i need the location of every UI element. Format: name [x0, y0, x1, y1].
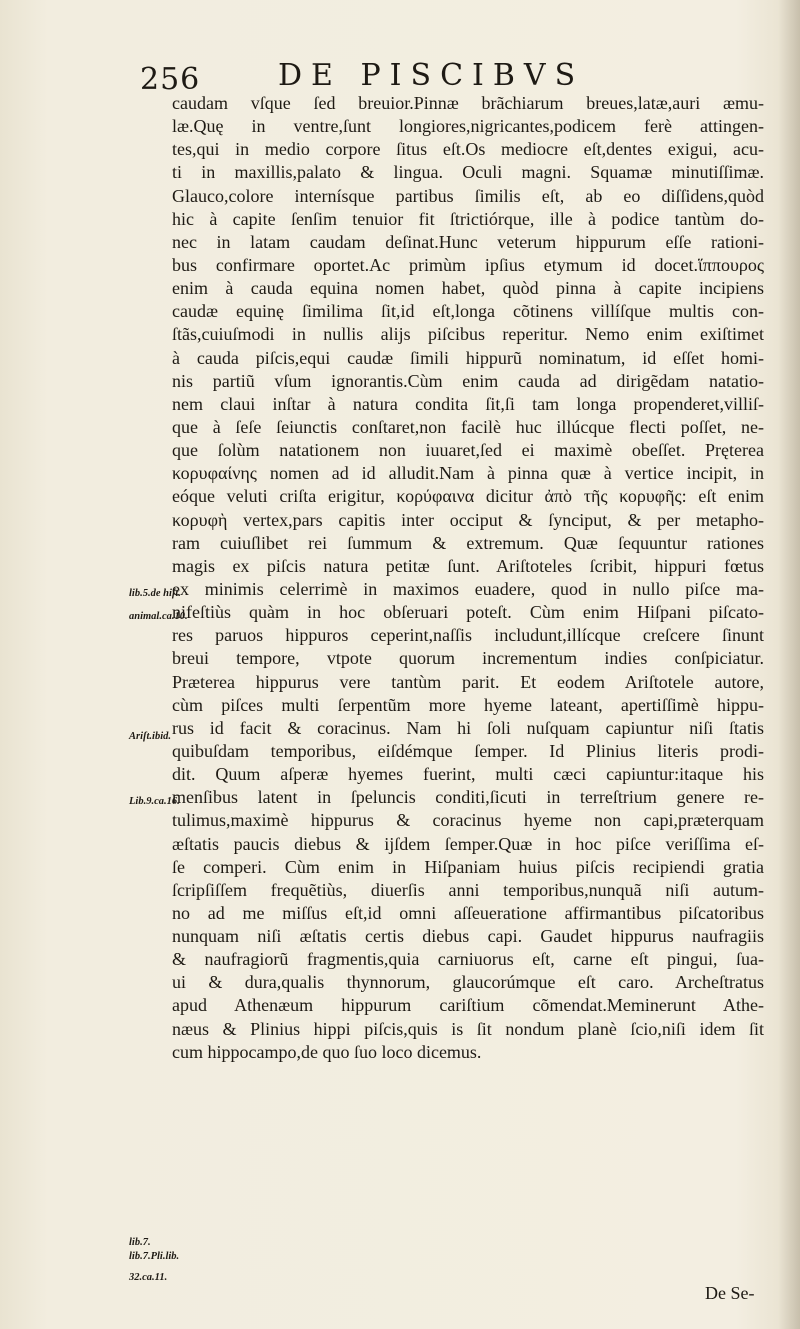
text-line: nem claui inſtar à natura condita ſit,ſi tam longa propenderet,villiſ-	[172, 393, 764, 414]
text-line: no ad me miſſus eſt,id omni aſſeueratione affirmantibus piſcatoribus	[172, 902, 764, 923]
text-line: caudam vſque ſed breuior.Pinnæ brãchiarum breues,latæ,auri æmu-	[172, 93, 764, 113]
margin-note: lib.7.	[129, 1237, 151, 1248]
text-line: enim à cauda equina nomen habet, quòd pinna à capite incipiens	[172, 278, 764, 299]
text-line: ui & dura,qualis thynnorum, glaucorúmque eſt caro. Archeſtratus	[172, 972, 764, 993]
margin-note: animal.ca.10.	[129, 611, 188, 622]
text-line: caudæ equinę ſimilima ſit,id eſt,longa cõtinens villíſque multis con-	[172, 301, 764, 322]
text-line: ſtãs,cuiuſmodi in nullis alijs piſcibus reperitur. Nemo enim exiſtimet	[172, 324, 764, 345]
text-line: quibuſdam temporibus, eiſdémque ſemper. Id Plinius literis prodi-	[172, 740, 764, 761]
text-line: ram cuiuſlibet rei ſummum & extremum. Quæ ſequuntur rationes	[172, 532, 764, 553]
text-line: breui tempore, vtpote quorum incrementum indies conſpiciatur.	[172, 648, 764, 669]
margin-note: 32.ca.11.	[129, 1272, 168, 1283]
text-line: cùm piſces multi ſerpentũm more hyeme lateant, apertiſſimè hippu-	[172, 694, 764, 715]
body-text	[172, 92, 764, 1064]
margin-note: lib.5.de hiſt.	[129, 588, 181, 599]
text-line: tes,qui in medio corpore ſitus eſt.Os mediocre eſt,dentes exigui, acu-	[172, 139, 764, 160]
text-line: ſe comperi. Cùm enim in Hiſpaniam huius piſcis recipiendi gratia	[172, 856, 764, 877]
text-line: Præterea hippurus vere tantùm parit. Et eodem Ariſtotele autore,	[172, 671, 764, 692]
text-line: nifeſtiùs quàm in hoc obſeruari poteſt. Cùm enim Hiſpani piſcato-	[172, 602, 764, 623]
text-line: dit. Quum aſperæ hyemes fuerint, multi cæci capiuntur:itaque his	[172, 764, 764, 785]
margin-note: Ariſt.ibid.	[129, 731, 172, 742]
text-line: magis ex piſcis natura petitæ ſunt. Ariſtoteles ſcribit, hippuri fœtus	[172, 555, 764, 576]
text-line: que ſolùm natationem non iuuaret,ſed ei maximè obeſſet. Pręterea	[172, 440, 764, 461]
text-line: cum hippocampo,de quo ſuo loco dicemus.	[172, 1041, 482, 1062]
text-line: nis partiũ vſum ignorantis.Cùm enim cauda ad dirigẽdam natatio-	[172, 370, 764, 391]
text-line: æſtatis paucis diebus & ijſdem ſemper.Quæ in hoc piſce veriſſima eſ-	[172, 833, 764, 854]
page-edge-shadow	[778, 0, 800, 1329]
running-head-title: DE PISCIBVS	[278, 58, 585, 93]
text-line: res paruos hippuros ceperint,naſſis includunt,illícque creſcere ſinunt	[172, 625, 764, 646]
text-line: bus confirmare oportet.Ac primùm ipſius etymum id docet.ἵππουρος	[172, 254, 764, 275]
text-line: & naufragiorũ fragmentis,quia carniuorus eſt, carne eſt pingui, ſua-	[172, 949, 764, 970]
margin-note: Lib.9.ca.16.	[129, 796, 180, 807]
text-line: κορυφὴ vertex,pars capitis inter occiput & ſynciput, & per metapho-	[172, 509, 764, 530]
text-line: ti in maxillis,palato & lingua. Oculi magni. Squamæ minutiſſimæ.	[172, 162, 764, 183]
text-line: ſcripſiſſem frequẽtiùs, diuerſis anni temporibus,nunquã niſi autum-	[172, 879, 764, 900]
text-line: rus id facit & coracinus. Nam hi ſoli nuſquam capiuntur niſi ſtatis	[172, 717, 764, 738]
text-line: næus & Plinius hippi piſcis,quis is ſit nondum planè ſcio,niſi idem ſit	[172, 1018, 764, 1039]
text-line: menſibus latent in ſpeluncis conditi,ſicuti in terreſtrium genere re-	[172, 787, 764, 808]
text-line: eóque veluti criſta erigitur, κορύφαινα dicitur ἀπὸ τῆς κορυφῆς: eſt enim	[172, 486, 764, 507]
text-line: tulimus,maximè hippurus & coracinus hyeme non capi,præterquam	[172, 810, 764, 831]
catchword: De Se-	[705, 1283, 755, 1303]
page-number: 256	[140, 62, 201, 97]
text-line: læ.Quę in ventre,ſunt longiores,nigricantes,podicem ferè attingen-	[172, 116, 764, 137]
text-line: que à ſeſe ſeiunctis conſtaret,non facilè huc illúcque flecti poſſet, ne-	[172, 416, 764, 437]
text-line: nunquam niſi æſtatis certis diebus capi. Gaudet hippurus naufragiis	[172, 926, 764, 947]
text-line: ex minimis celerrimè in maximos euadere, quod in nullo piſce ma-	[172, 578, 764, 599]
text-line: Glauco,colore internísque partibus ſimilis eſt, ab eo diſſidens,quòd	[172, 185, 764, 206]
text-line: nec in latam caudam deſinat.Hunc veterum hippurum eſſe rationi-	[172, 231, 764, 252]
text-line: hic à capite ſenſim tenuior fit ſtrictiórque, ille à podice tantùm do-	[172, 208, 764, 229]
text-line: κορυφαίνης nomen ad id alludit.Nam à pinna quæ à vertice incipit, in	[172, 463, 764, 484]
margin-note: lib.7.Pli.lib.	[129, 1251, 180, 1262]
text-line: à cauda piſcis,equi caudæ ſimili hippurũ nominatum, id eſſet homi-	[172, 347, 764, 368]
text-line: apud Athenæum hippurum cariſtium cõmendat.Meminerunt Athe-	[172, 995, 764, 1016]
